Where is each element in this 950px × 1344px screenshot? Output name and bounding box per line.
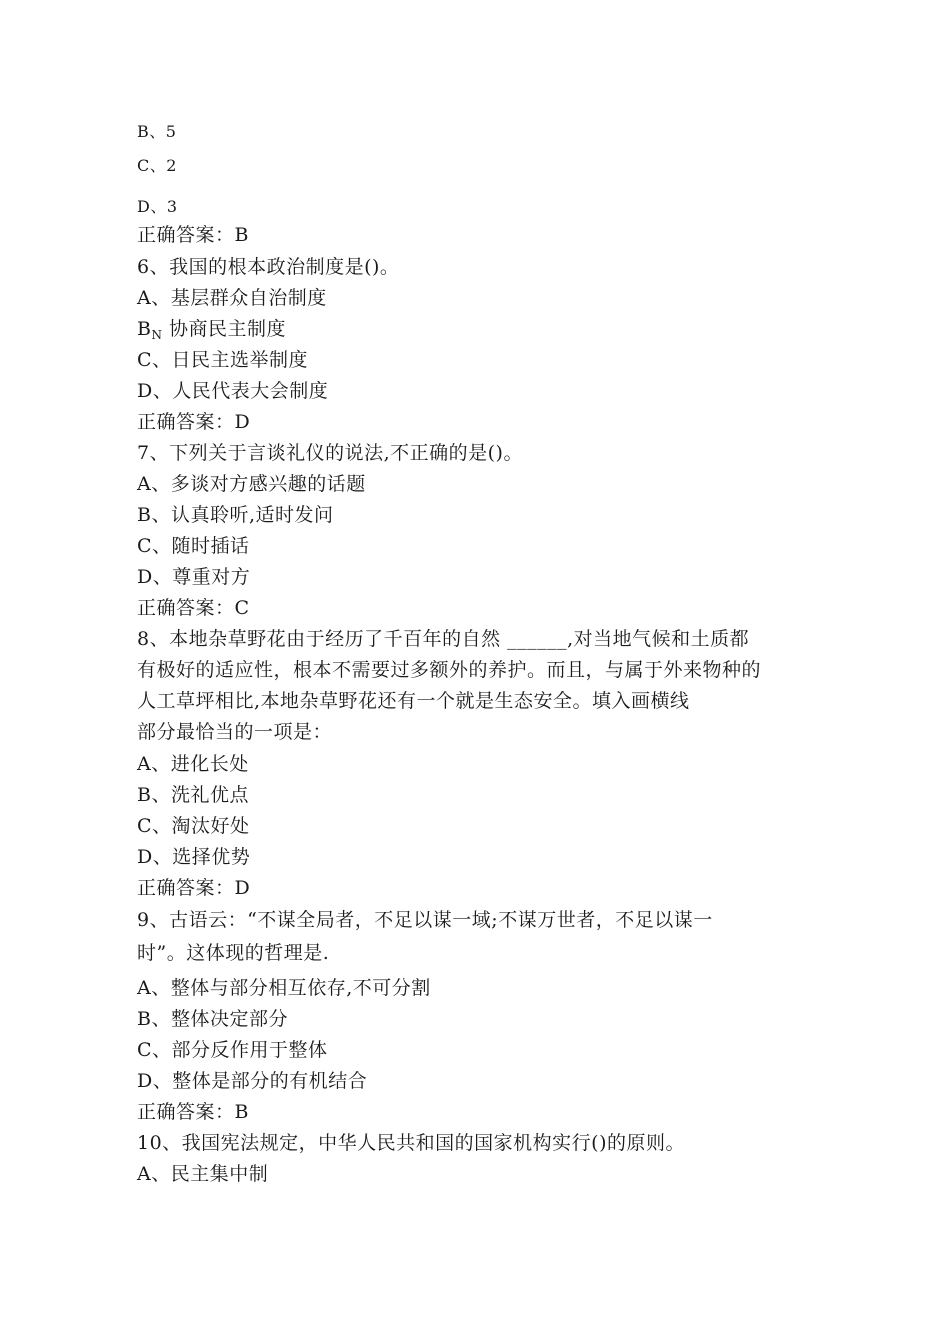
option-a-q10: A、民主集中制	[137, 1163, 269, 1185]
option-b-subscript: N	[151, 328, 163, 342]
question-9-line-1: 9、古语云：“不谋全局者，不足以谋一域;不谋万世者，不足以谋一	[137, 909, 713, 931]
question-6: 6、我国的根本政治制度是()。	[137, 256, 400, 278]
option-b-q6	[137, 317, 286, 347]
option-a-q9: A、整体与部分相互依存,不可分割	[137, 977, 431, 999]
answer-q9: 正确答案：B	[137, 1101, 249, 1123]
option-a-q8: A、进化长处	[137, 753, 249, 775]
option-a-q6: A、基层群众自治制度	[137, 287, 327, 309]
option-d-q7: D、尊重对方	[137, 566, 251, 588]
option-b-q9: B、整体决定部分	[137, 1008, 288, 1030]
question-9-line-2: 时”。这体现的哲理是.	[137, 942, 330, 964]
answer-q7: 正确答案：C	[137, 597, 250, 619]
option-c-q6: C、日民主选举制度	[137, 349, 309, 371]
option-d-q6: D、人民代表大会制度	[137, 380, 329, 402]
question-7: 7、下列关于言谈礼仪的说法,不正确的是()。	[137, 442, 523, 464]
option-b-text: 协商民主制度	[162, 318, 287, 340]
option-d-q8: D、选择优势	[137, 846, 251, 868]
option-b-q8: B、洗礼优点	[137, 784, 249, 806]
answer-q6: 正确答案：D	[137, 411, 251, 433]
option-b-letter: B	[137, 318, 152, 340]
option-c-q5: C、2	[137, 156, 177, 175]
question-8-line-1: 8、本地杂草野花由于经历了千百年的自然 ______,对当地气候和土质都	[137, 628, 750, 650]
question-8-line-2: 有极好的适应性，根本不需要过多额外的养护。而且，与属于外来物种的	[137, 659, 762, 681]
option-d-q9: D、整体是部分的有机结合	[137, 1070, 368, 1092]
option-c-q7: C、随时插话	[137, 535, 250, 557]
option-b-q7: B、认真聆听,适时发问	[137, 504, 334, 526]
question-10: 10、我国宪法规定，中华人民共和国的国家机构实行()的原则。	[137, 1132, 686, 1154]
option-c-q8: C、淘汰好处	[137, 815, 250, 837]
option-a-q7: A、多谈对方感兴趣的话题	[137, 473, 366, 495]
option-b-q5: B、5	[137, 122, 177, 141]
question-8-line-3: 人工草坪相比,本地杂草野花还有一个就是生态安全。填入画横线	[137, 690, 690, 712]
option-d-q5: D、3	[137, 197, 178, 216]
question-8-line-4: 部分最恰当的一项是：	[137, 721, 333, 743]
option-c-q9: C、部分反作用于整体	[137, 1039, 328, 1061]
answer-q8: 正确答案：D	[137, 877, 251, 899]
answer-q5: 正确答案：B	[137, 224, 249, 246]
